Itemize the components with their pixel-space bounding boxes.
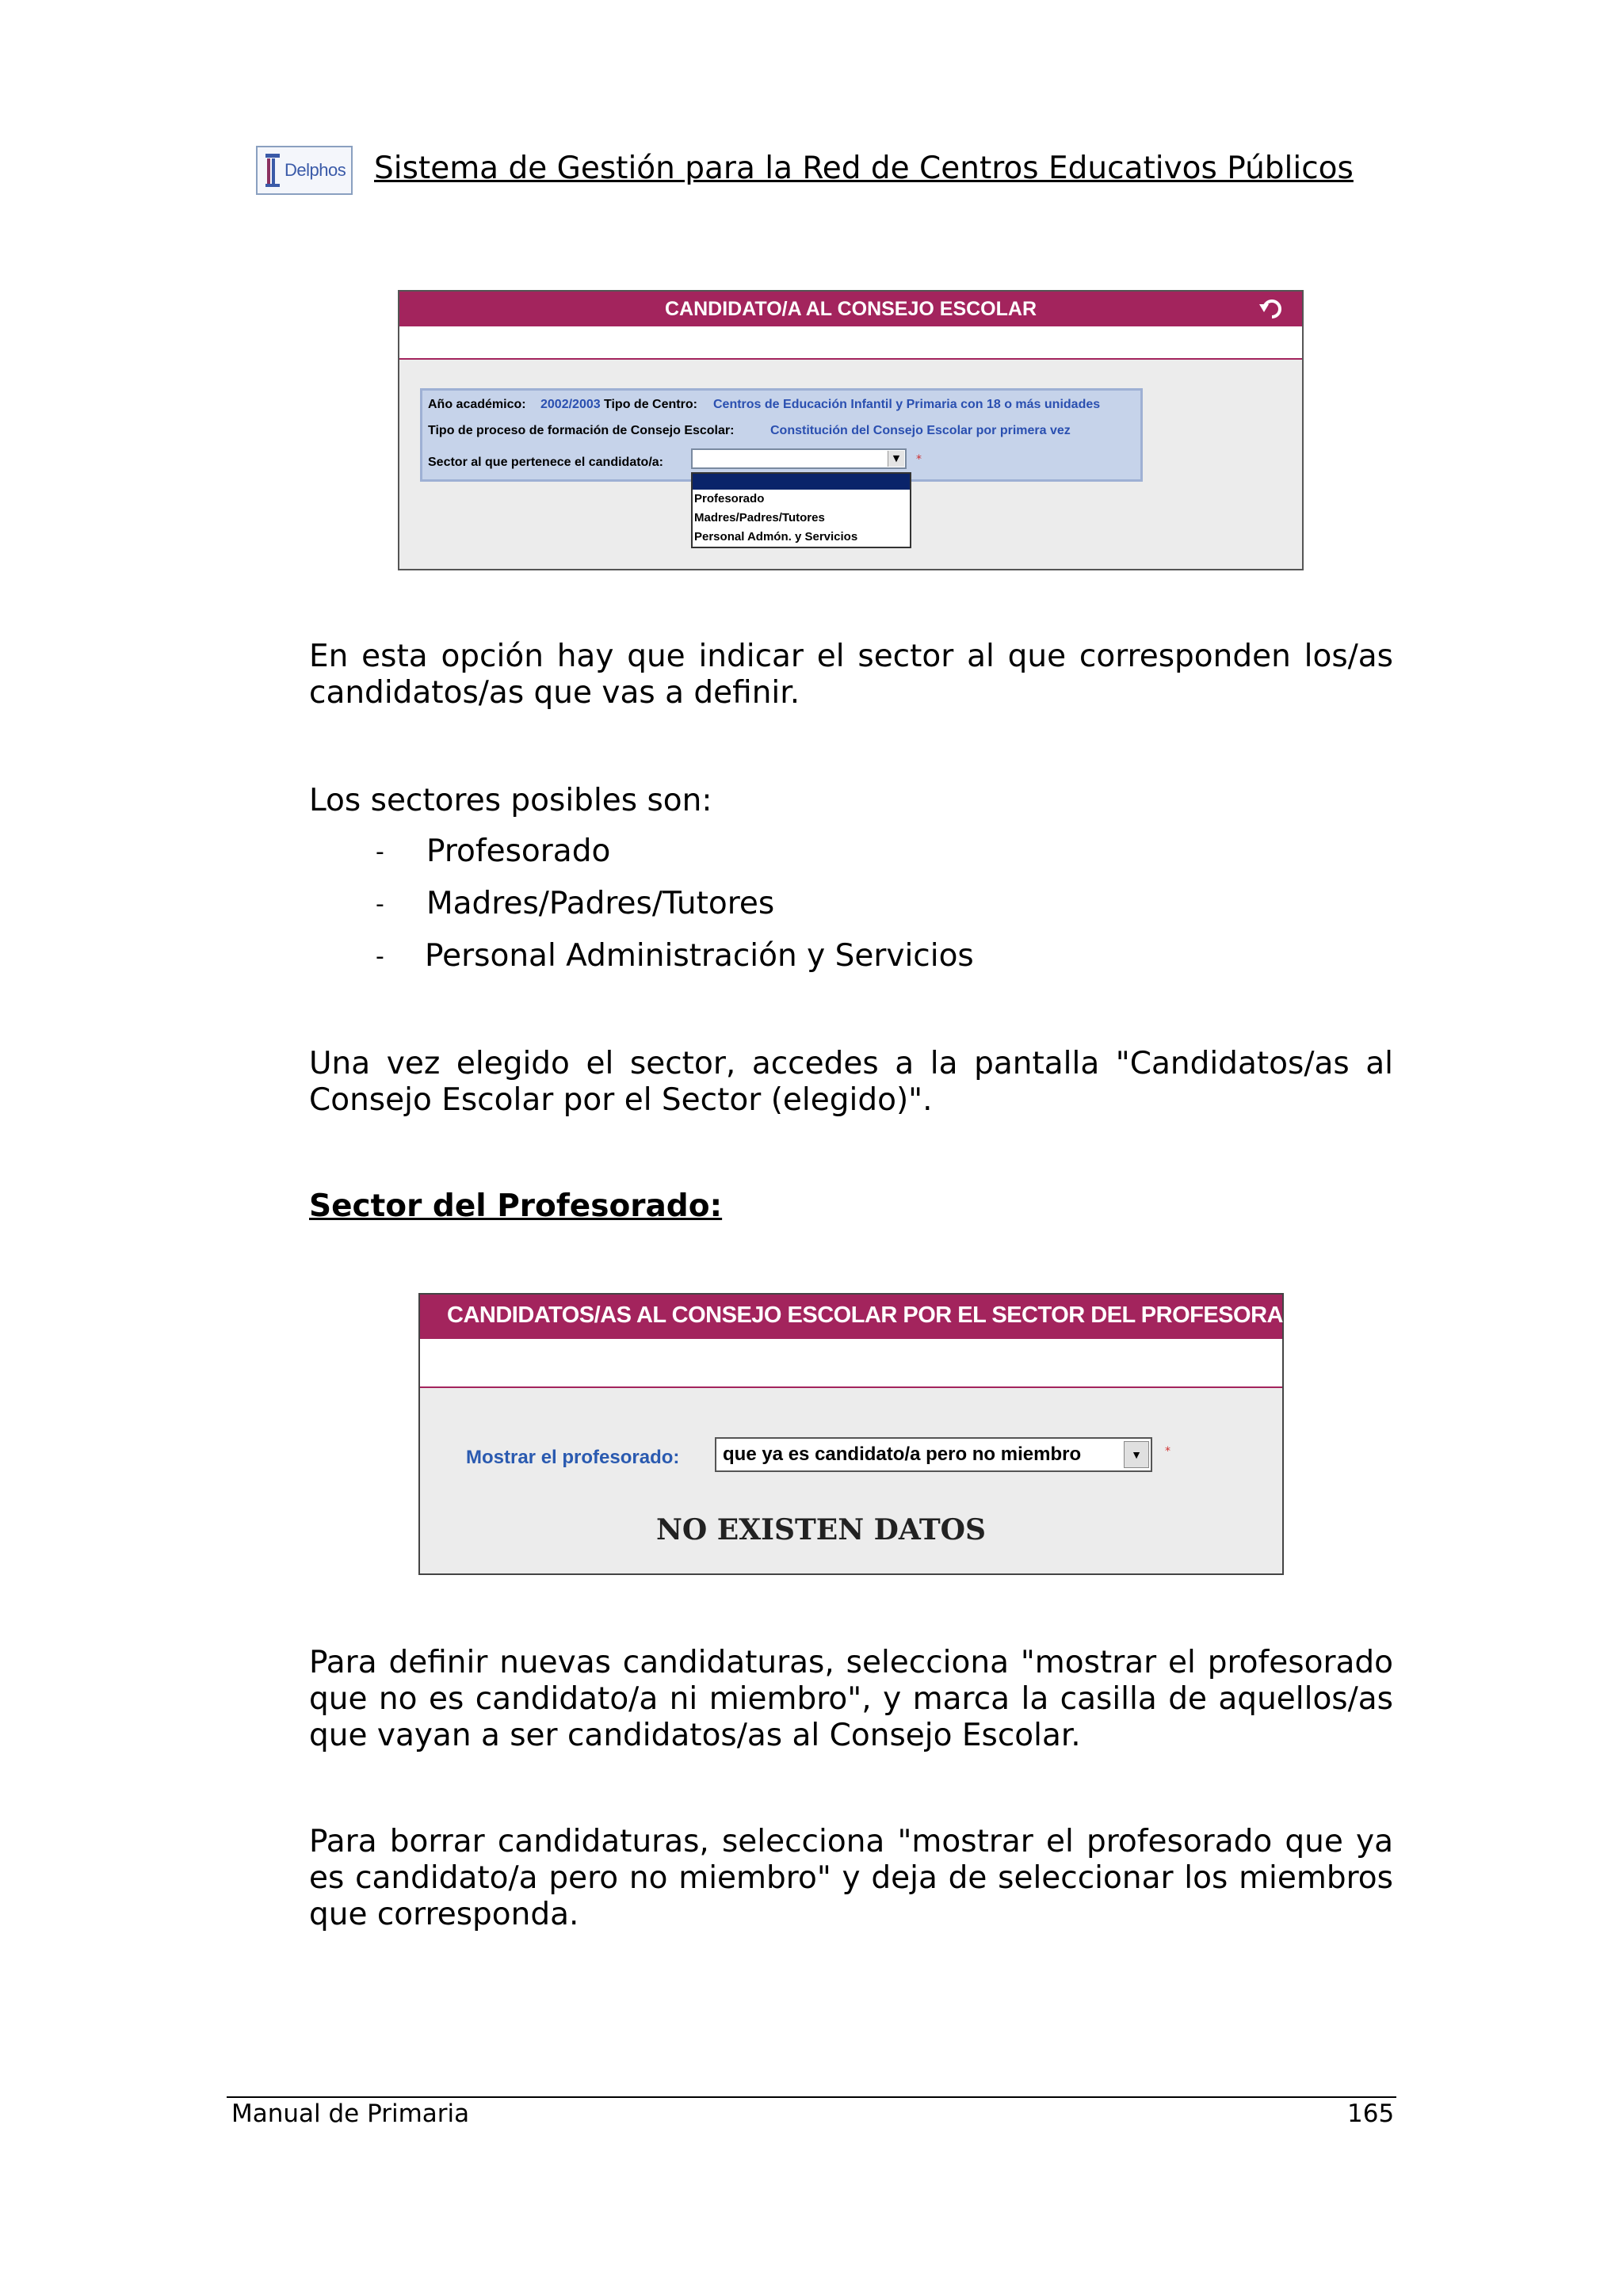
chevron-down-icon[interactable]: ▼ <box>888 451 904 467</box>
bullet-dash: - <box>376 943 384 971</box>
bullet-madres-padres: Madres/Padres/Tutores <box>426 886 775 921</box>
tipo-proceso-label: Tipo de proceso de formación de Consejo Escolar: <box>428 424 735 437</box>
sector-label: Sector al que pertenece el candidato/a: <box>428 456 663 469</box>
footer-divider <box>227 2096 1396 2098</box>
bullet-profesorado: Profesorado <box>426 833 611 869</box>
profesorado-title-bar <box>420 1295 1317 1339</box>
delphos-logo <box>256 146 353 195</box>
pillar-icon <box>265 154 280 187</box>
sector-select[interactable] <box>691 448 907 469</box>
undo-arrow-icon[interactable] <box>1258 296 1285 322</box>
required-mark: * <box>1165 1445 1170 1458</box>
profesorado-subheader <box>420 1339 1282 1388</box>
form-subheader <box>399 326 1302 360</box>
form-title-bar <box>399 292 1302 326</box>
document-header-title: Sistema de Gestión para la Red de Centros Educativos Públicos <box>374 151 1354 186</box>
paragraph-definir: Para definir nuevas candidaturas, selecciona "mostrar el profesorado que no es candidato/a ni miembro", y marca la casilla de aquellos/as que vayan a ser candidatos/as al Consejo Escolar. <box>309 1645 1393 1753</box>
form-title: CANDIDATO/A AL CONSEJO ESCOLAR <box>664 298 1037 320</box>
bullet-dash: - <box>376 838 384 866</box>
dropdown-option-madres-padres[interactable]: Madres/Padres/Tutores <box>694 511 825 524</box>
profesorado-title: CANDIDATOS/AS AL CONSEJO ESCOLAR POR EL SECTOR DEL PROFESORADO <box>447 1302 1317 1328</box>
tipo-centro-label: Tipo de Centro: <box>604 398 697 411</box>
paragraph-intro: En esta opción hay que indicar el sector al que corresponden los/as candidatos/as que vas a definir. <box>309 639 1393 711</box>
no-data-message: NO EXISTEN DATOS <box>655 1513 986 1547</box>
sector-dropdown-list <box>691 472 911 548</box>
paragraph-sectores: Los sectores posibles son: <box>309 783 712 818</box>
tipo-proceso-value: Constitución del Consejo Escolar por primera vez <box>770 424 1071 437</box>
mostrar-label: Mostrar el profesorado: <box>466 1447 680 1468</box>
bullet-dash: - <box>376 891 384 918</box>
mostrar-select[interactable] <box>715 1437 1152 1472</box>
screenshot-profesorado <box>418 1293 1317 1575</box>
bullet-personal: Personal Administración y Servicios <box>425 938 974 974</box>
required-mark: * <box>916 453 922 466</box>
mostrar-select-value: que ya es candidato/a pero no miembro <box>723 1444 1082 1465</box>
screenshot-candidato-form <box>398 290 1304 570</box>
dropdown-option-personal[interactable]: Personal Admón. y Servicios <box>694 530 858 543</box>
paragraph-elegido: Una vez elegido el sector, accedes a la pantalla "Candidatos/as al Consejo Escolar por el Sector (elegido)". <box>309 1046 1393 1118</box>
page-number: 165 <box>1347 2100 1395 2128</box>
anio-label: Año académico: <box>428 398 526 411</box>
dropdown-blank-option[interactable] <box>693 474 910 490</box>
anio-value: 2002/2003 <box>540 398 601 411</box>
logo-text: Delphos <box>285 160 346 180</box>
footer-manual-title: Manual de Primaria <box>231 2100 470 2128</box>
chevron-down-icon[interactable]: ▼ <box>1124 1441 1149 1468</box>
section-heading: Sector del Profesorado: <box>309 1188 723 1224</box>
dropdown-option-profesorado[interactable]: Profesorado <box>694 492 765 505</box>
tipo-centro-value: Centros de Educación Infantil y Primaria con 18 o más unidades <box>713 398 1101 411</box>
paragraph-borrar: Para borrar candidaturas, selecciona "mostrar el profesorado que ya es candidato/a pero no miembro" y deja de seleccionar los miembros que corresponda. <box>309 1824 1393 1932</box>
